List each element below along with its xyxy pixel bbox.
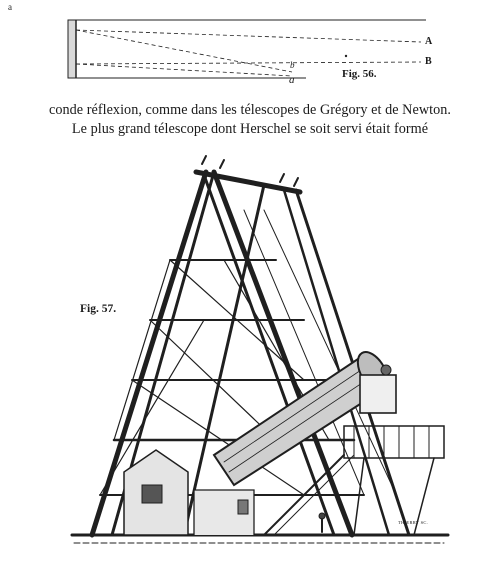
engraver-signature: THIERRY SC. (398, 520, 429, 525)
label-b-lower: b (290, 60, 295, 70)
label-a-upper: A (425, 36, 433, 47)
label-b-upper: B (425, 56, 432, 67)
mirror (68, 20, 76, 78)
text-line-2: Le plus grand télescope dont Herschel se soit servi était formé (71, 121, 429, 137)
figure-57-telescope-engraving (64, 150, 454, 550)
figure-57-caption: Fig. 57. (80, 303, 117, 315)
text-line-1: conde réflexion, comme dans les télescopes de Grégory et de Newton. (48, 102, 452, 118)
label-a-lower: a (289, 74, 295, 86)
figure-56-diagram (66, 16, 436, 86)
page-mark: a (8, 2, 12, 12)
figure-56-caption: Fig. 56. (342, 68, 377, 80)
